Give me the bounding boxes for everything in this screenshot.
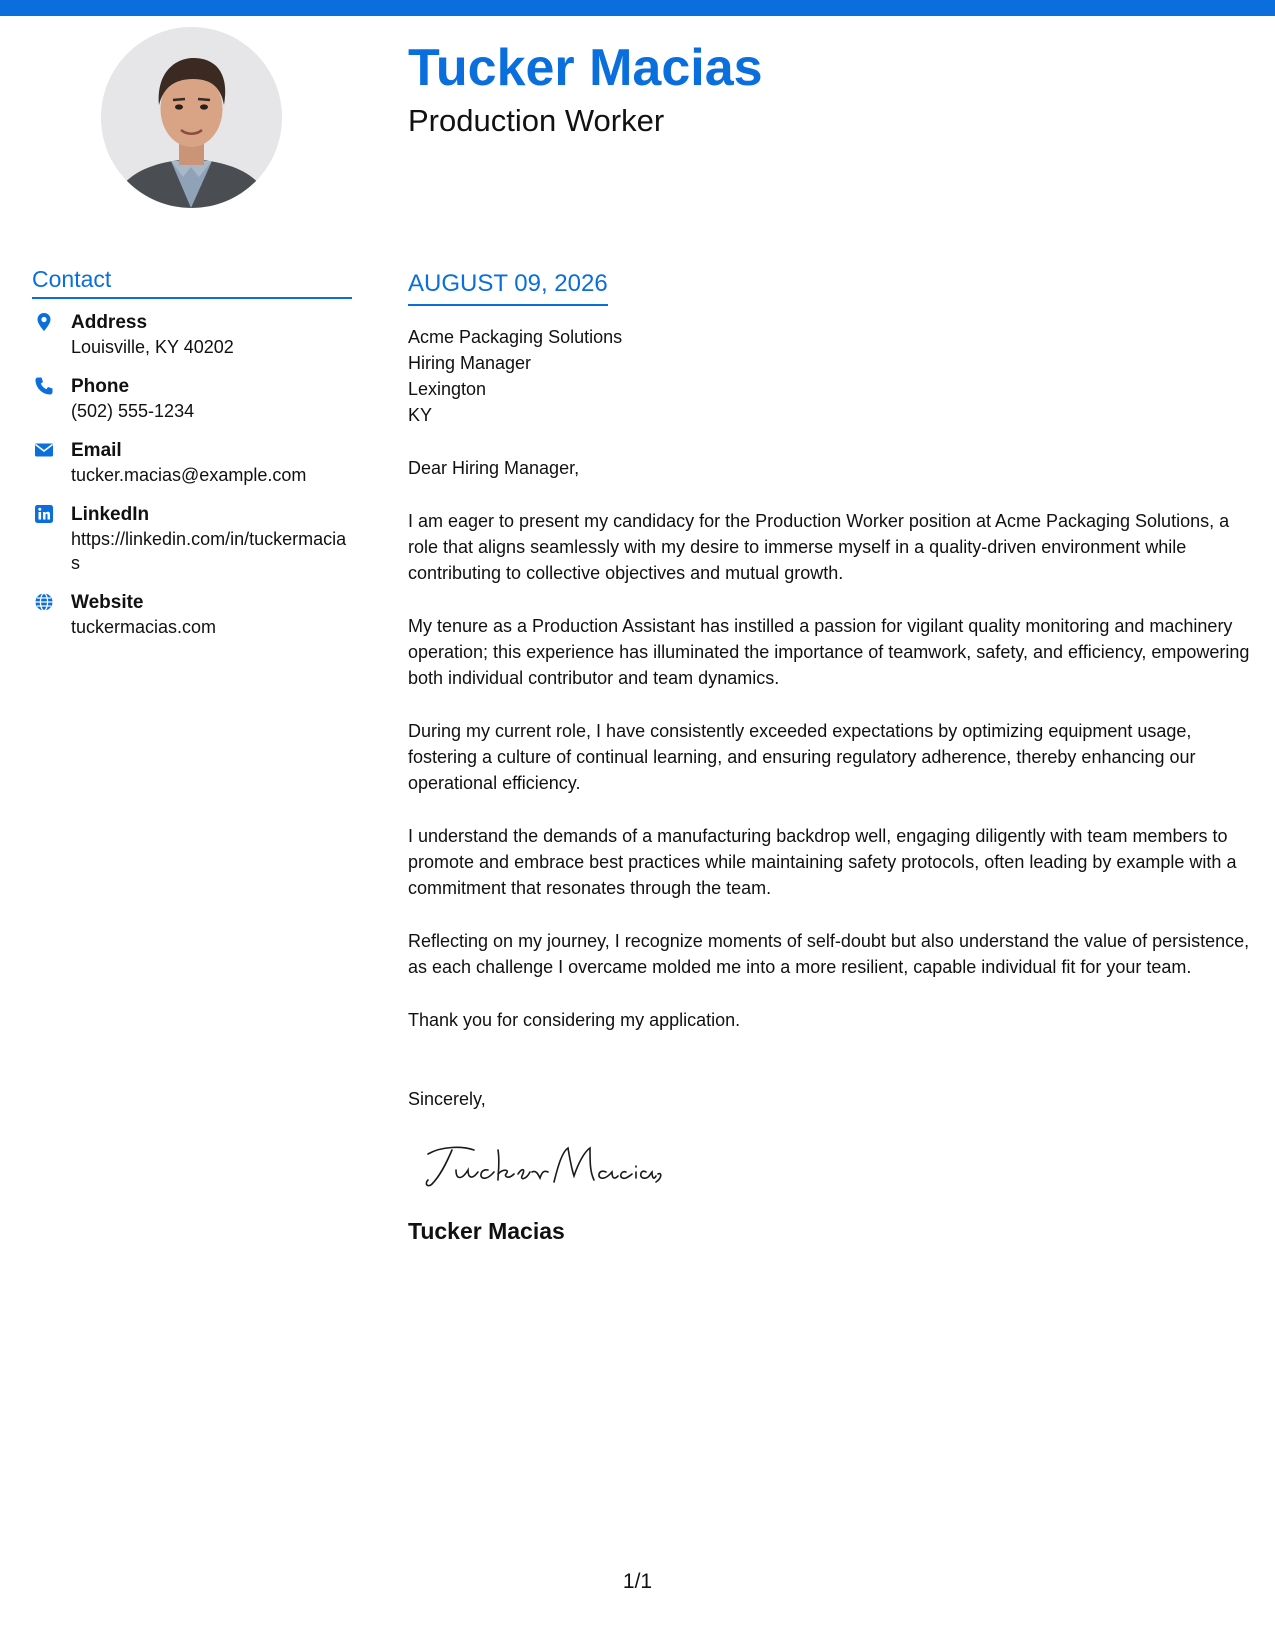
salutation: Dear Hiring Manager, [408,458,580,478]
linkedin-icon [34,504,54,524]
contact-label: Phone [71,376,130,397]
contact-address [32,311,352,359]
letter-paragraph: Reflecting on my journey, I recognize moments of self-doubt but also understand the value of persistence, as each challenge I overcame molded me into a more resilient, capable individual fit for your team. [408,931,1250,977]
profile-photo [101,27,282,208]
applicant-name: Tucker Macias [408,39,763,97]
contact-website [32,591,352,639]
contact-value: Louisville, KY 40202 [71,337,234,357]
email-icon [34,440,54,460]
contact-linkedin [32,503,352,575]
recipient-block [408,324,1253,428]
recipient-city: Lexington [408,379,487,399]
contact-label: Website [71,592,144,613]
letter-date: AUGUST 09, 2026 [408,268,608,306]
contact-value: (502) 555-1234 [71,401,195,421]
letter-paragraph: Thank you for considering my application. [408,1010,741,1030]
contact-sidebar [32,266,352,655]
letter-paragraph: I understand the demands of a manufacturing backdrop well, engaging diligently with team members to promote and embrace best practices while maintaining safety protocols, often leading by example with a commitment that resonates through the team. [408,826,1237,898]
contact-email [32,439,352,487]
letter-body [408,268,1253,1244]
page-number: 1/1 [622,1570,653,1593]
letter-paragraph: During my current role, I have consistently exceeded expectations by optimizing equipment usage, fostering a culture of continual learning, and ensuring regulatory adherence, thereby enhancing our operational efficiency. [408,721,1196,793]
handwritten-signature [422,1136,1253,1198]
recipient-title: Hiring Manager [408,353,532,373]
top-accent-bar [0,0,1275,16]
globe-icon [34,592,54,612]
closing: Sincerely, [408,1089,486,1109]
contact-heading: Contact [32,266,352,299]
location-pin-icon [34,312,54,332]
phone-icon [34,376,54,396]
job-title: Production Worker [408,103,665,138]
contact-label: LinkedIn [71,504,150,525]
letter-paragraph: My tenure as a Production Assistant has instilled a passion for vigilant quality monitoring and machinery operation; this experience has illuminated the importance of teamwork, safety, and efficiency, empowering both individual contributor and team dynamics. [408,616,1250,688]
person-portrait-icon [101,27,282,208]
contact-value: https://linkedin.com/in/tuckermacias [71,529,347,573]
signer-name: Tucker Macias [408,1218,565,1244]
recipient-state: KY [408,405,433,425]
contact-label: Address [71,312,148,333]
letter-paragraph: I am eager to present my candidacy for the Production Worker position at Acme Packaging Solutions, a role that aligns seamlessly with my desire to immerse myself in a quality-driven environment while contributing to collective objectives and mutual growth. [408,511,1230,583]
contact-value: tuckermacias.com [71,617,217,637]
contact-phone [32,375,352,423]
contact-value: tucker.macias@example.com [71,465,307,485]
contact-label: Email [71,440,122,461]
recipient-company: Acme Packaging Solutions [408,327,623,347]
